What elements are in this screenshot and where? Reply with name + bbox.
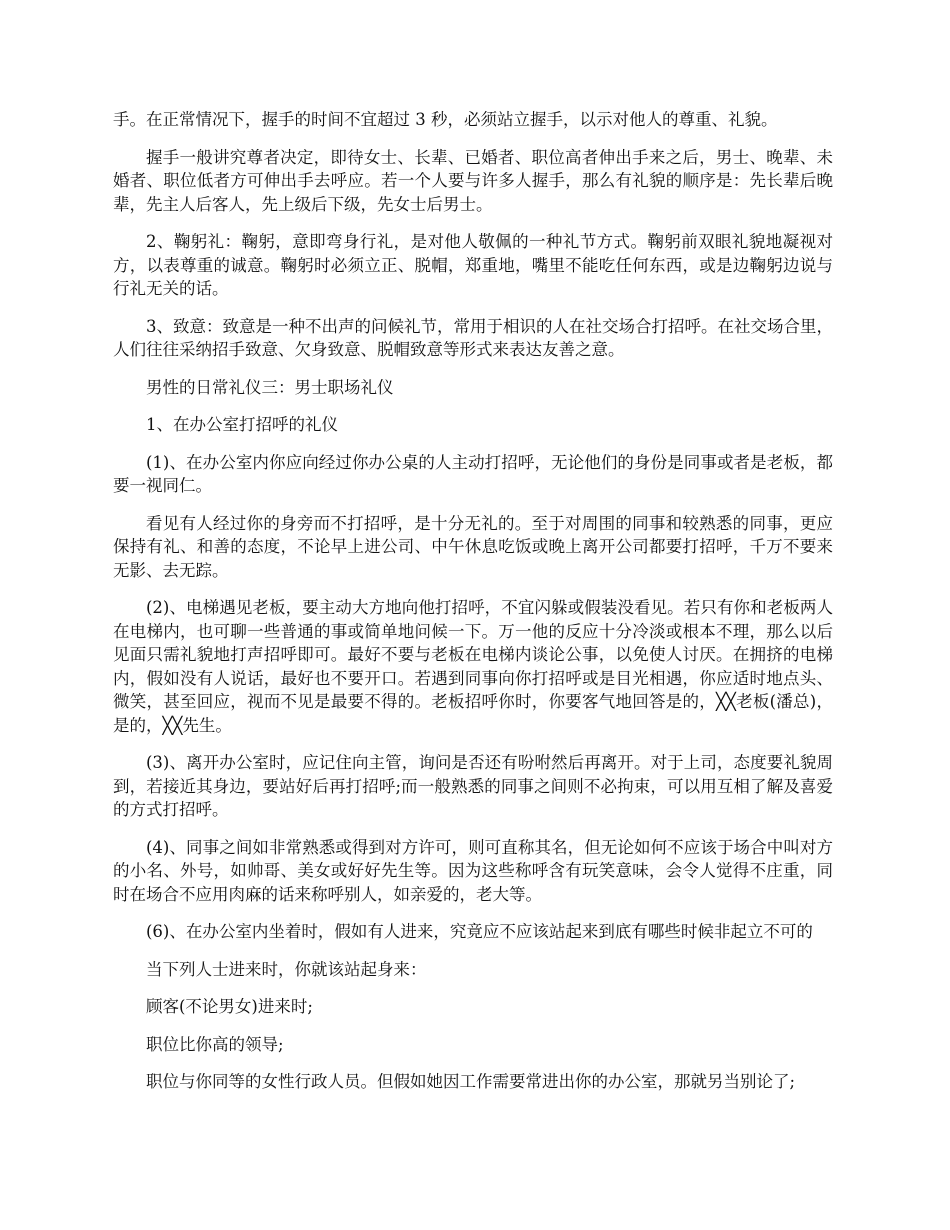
paragraph-greeting-gesture: 3、致意：致意是一种不出声的问候礼节，常用于相识的人在社交场合打招呼。在社交场合里，人们往往采纳招手致意、欠身致意、脱帽致意等形式来表达友善之意。 <box>113 316 833 359</box>
paragraph-handshake-order: 握手一般讲究尊者决定，即待女士、长辈、已婚者、职位高者伸出手来之后，男士、晚辈、未婚者、职位低者方可伸出手去呼应。若一个人要与许多人握手，那么有礼貌的顺序是：先长辈后晚辈，先主人后客人，先上级后下级，先女士后男士。 <box>113 147 833 214</box>
paragraph-handshake-duration: 手。在正常情况下，握手的时间不宜超过 3 秒，必须站立握手，以示对他人的尊重、礼貌。 <box>113 110 778 129</box>
paragraph-list-female-staff: 职位与你同等的女性行政人员。但假如她因工作需要常进出你的办公室，那就另当别论了; <box>146 1072 796 1091</box>
document-page <box>113 108 833 1108</box>
paragraph-item-3: (3)、离开办公室时，应记住向主管，询问是否还有吩咐然后再离开。对于上司，态度要礼貌周到，若接近其身边，要站好后再打招呼;而一般熟悉的同事之间则不必拘束，可以用互相了解及喜爱的方式打招呼。 <box>113 753 833 819</box>
paragraph-item-4: (4)、同事之间如非常熟悉或得到对方许可，则可直称其名，但无论如何不应该于场合中叫对方的小名、外号，如帅哥、美女或好好先生等。因为这些称呼含有玩笑意味，会令人觉得不庄重，同时在场合不应用肉麻的话来称呼别人，如亲爱的，老大等。 <box>113 837 833 904</box>
paragraph-list-superiors: 职位比你高的领导; <box>146 1034 284 1054</box>
subheading-office-greeting: 1、在办公室打招呼的礼仪 <box>146 415 338 434</box>
paragraph-item-1-detail: 看见有人经过你的身旁而不打招呼，是十分无礼的。至于对周围的同事和较熟悉的同事，更应保持有礼、和善的态度，不论早上进公司、中午休息吃饭或晚上离开公司都要打招呼，千万不要来无影、去无踪。 <box>113 513 833 580</box>
paragraph-item-1: (1)、在办公室内你应向经过你办公桌的人主动打招呼，无论他们的身份是同事或者是老板，都要一视同仁。 <box>113 452 833 495</box>
paragraph-item-2: (2)、电梯遇见老板，要主动大方地向他打招呼，不宜闪躲或假装没看见。若只有你和老板两人在电梯内，也可聊一些普通的事或简单地问候一下。万一他的反应十分冷淡或根本不理，那么以后见面只需礼貌地打声招呼即可。最好不要与老板在电梯内谈论公事，以免使人讨厌。在拥挤的电梯内，假如没有人说话，最好也不要开口。若遇到同事向你打招呼或是目光相遇，你应适时地点头、微笑，甚至回应，视而不见是最要不得的。老板招呼你时，你要客气地回答是的，╳╳老板(潘总)，是的，╳╳先生。 <box>113 598 833 735</box>
section-heading-workplace-etiquette: 男性的日常礼仪三：男士职场礼仪 <box>146 377 394 397</box>
paragraph-item-6: (6)、在办公室内坐着时，假如有人进来，究竟应不应该站起来到底有哪些时候非起立不可的 <box>146 922 813 941</box>
paragraph-list-customers: 顾客(不论男女)进来时; <box>146 997 313 1016</box>
paragraph-bow-etiquette: 2、鞠躬礼：鞠躬，意即弯身行礼，是对他人敬佩的一种礼节方式。鞠躬前双眼礼貌地凝视对方，以表尊重的诚意。鞠躬时必须立正、脱帽，郑重地，嘴里不能吃任何东西，或是边鞠躬边说与行礼无关的话。 <box>113 232 833 298</box>
paragraph-stand-up-intro: 当下列人士进来时，你就该站起身来： <box>146 959 427 979</box>
